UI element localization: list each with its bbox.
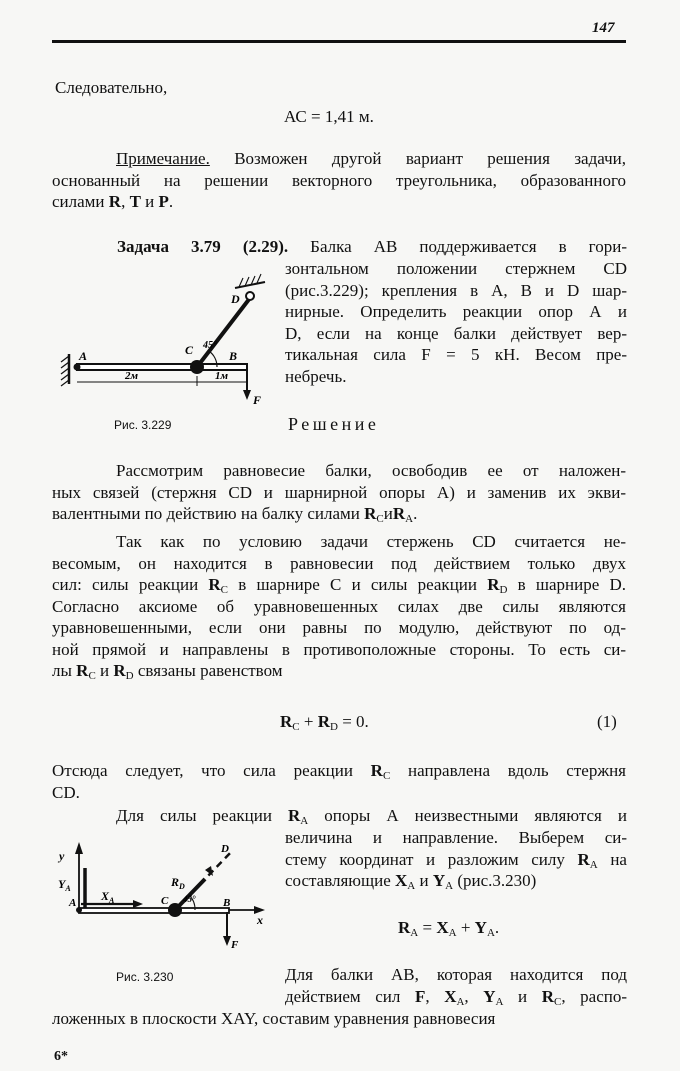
label-d-2: D [221, 843, 229, 855]
paragraph-3: Отсюда следует, что сила реакции $R_C$ направлена вдоль стержня CD. [52, 761, 626, 802]
rod-cd [197, 298, 250, 367]
label-xa: $X_A$ [101, 889, 115, 905]
label-dim-1m: 1м [215, 370, 229, 382]
header-rule [52, 40, 626, 43]
conclusion-lead: Следовательно, [55, 78, 168, 97]
label-c: C [185, 343, 194, 357]
label-c-2: C [161, 895, 169, 907]
label-x: x [257, 913, 263, 927]
note-paragraph [52, 148, 626, 213]
label-ya: $Y_A$ [58, 877, 71, 893]
paragraph-5-top: Для балки АВ, которая находится под действием сил F, $X_A$, $Y_A$ и $R_C$, распо- [285, 965, 628, 1008]
note-line-2: основанный на решении векторного треугольника, образованного [52, 170, 626, 190]
label-a: A [79, 349, 88, 363]
paragraph-2: Так как по условию задачи стержень CD считается не- весомым, он находится в равновесии под действием только двух сил: силы реакции $R_C$ в шарнире С и силы реакции $R_D$ в шарнире D. Согласно аксиоме об уравновешенных силах две силы являются уравновешенными, если они равны по модулю, действуют по од- ной прямой и направлены в противоположные стороны. То есть си- лы $R_C$ и $R_D$ связаны равенством [52, 532, 626, 682]
label-f: F [253, 393, 262, 407]
equation-1: $R_C + R_D = 0$. [280, 712, 369, 733]
label-y: y [59, 849, 65, 863]
note-label: Примечание. [116, 149, 210, 168]
figure-3-229 [55, 258, 275, 408]
label-angle-2: 45° [183, 894, 196, 904]
equation-1-number: (1) [597, 712, 617, 731]
label-b-2: B [223, 897, 231, 909]
label-d: D [231, 292, 240, 306]
axis-y-arrow [75, 842, 83, 854]
problem-text: зонтальном положении стержнем CD (рис.3.229); крепления в А, В и D шар- нирные. Определить реакции опор А и D, если на конце балки действует вер- тикальная сила F = 5 кН. Весом пре- небречь. [285, 259, 627, 386]
label-rd: $R_D$ [171, 875, 185, 891]
label-dim-2m: 2м [125, 370, 139, 382]
paragraph-1: Рассмотрим равновесие балки, освободив ее от наложен- ных связей (стержня CD и шарнирной опоры А) и заменив их экви- валентными по действию на балку силами $R_CиR_A$. [52, 461, 626, 525]
paragraph-5-bottom: ложенных в плоскости XAY, составим уравнения равновесия [52, 1009, 496, 1028]
label-a-2: A [69, 897, 77, 909]
label-b: B [229, 349, 238, 363]
label-f-2: F [231, 939, 239, 951]
hinge-a-2 [76, 907, 82, 913]
paragraph-4-first-line: Для силы реакции $R_A$ опоры А неизвестными являются и [116, 806, 627, 827]
hinge-a [74, 364, 81, 371]
problem-first-line: Задача 3.79 (2.29). Балка АВ поддерживается в гори- [117, 237, 627, 256]
conclusion-result: АС = 1,41 м. [284, 107, 374, 126]
equation-2: $R_A = X_A + Y_A$. [398, 918, 500, 939]
footer-mark: 6* [54, 1049, 68, 1064]
problem-title: Задача 3.79 (2.29). [117, 237, 289, 256]
note-line-1: Примечание. Возможен другой вариант решения задачи, [116, 149, 626, 168]
hinge-d [246, 292, 254, 300]
force-f-arrow [243, 390, 251, 400]
note-line-3: силами R, T и P. [52, 192, 174, 211]
figure-3-229-caption: Рис. 3.229 [114, 418, 172, 432]
paragraph-4: величина и направление. Выберем си- стему координат и разложим силу $R_A$ на составляющие $X_A$ и $Y_A$ (рис.3.230) [285, 828, 627, 892]
figure-3-230-caption: Рис. 3.230 [116, 970, 174, 984]
beam-ab-2 [79, 908, 229, 913]
page-number: 147 [592, 20, 615, 36]
figure-3-230 [55, 838, 275, 956]
label-angle: 45° [203, 340, 217, 351]
solution-heading: Решение [288, 414, 380, 434]
